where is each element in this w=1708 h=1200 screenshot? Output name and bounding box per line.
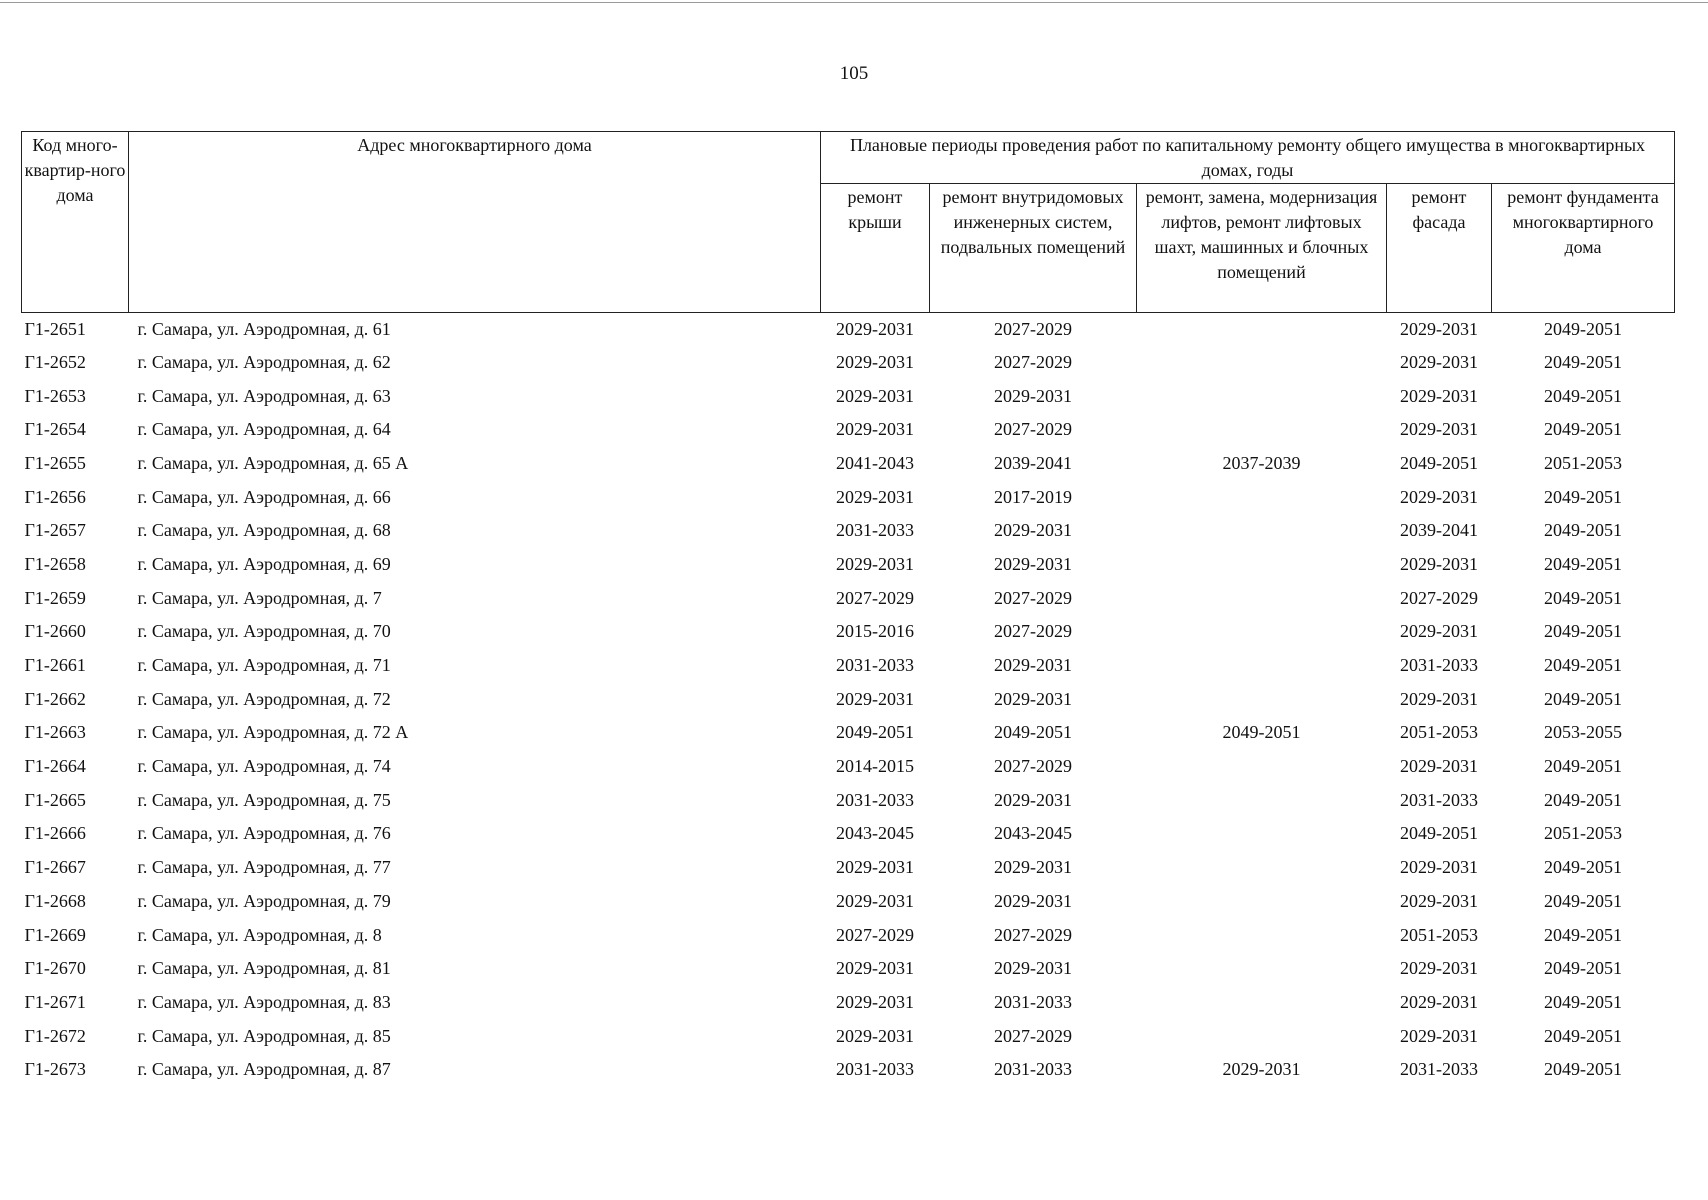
cell-code: Г1-2660 [24,621,86,642]
table-row [22,313,1675,346]
cell-address: г. Самара, ул. Аэродромная, д. 81 [137,958,391,979]
cell-roof: 2029-2031 [836,1025,914,1046]
table-header [22,132,1675,313]
cell-foundation: 2049-2051 [1544,958,1622,979]
cell-address: г. Самара, ул. Аэродромная, д. 64 [137,419,391,440]
header-code: Код много-квартир-ного дома [22,132,129,313]
cell-foundation: 2049-2051 [1544,319,1622,339]
cell-systems: 2027-2029 [994,621,1072,642]
cell-foundation: 2051-2053 [1544,452,1622,473]
cell-address: г. Самара, ул. Аэродромная, д. 77 [137,857,391,878]
cell-code: Г1-2667 [24,857,86,878]
cell-address: г. Самара, ул. Аэродромная, д. 72 [137,688,391,709]
cell-address: г. Самара, ул. Аэродромная, д. 72 А [137,722,409,743]
cell-facade: 2029-2031 [1400,351,1478,372]
cell-roof: 2031-2033 [836,1059,914,1080]
cell-roof: 2029-2031 [836,419,914,440]
cell-systems: 2027-2029 [994,419,1072,440]
table-row [22,716,1675,750]
cell-elevators [1137,648,1387,682]
cell-roof: 2029-2031 [836,991,914,1012]
cell-elevators [1137,918,1387,952]
cell-facade: 2031-2033 [1400,655,1478,676]
cell-systems: 2027-2029 [994,924,1072,945]
cell-address: г. Самара, ул. Аэродромная, д. 69 [137,553,391,574]
cell-code: Г1-2663 [24,722,86,743]
cell-roof: 2031-2033 [836,520,914,541]
cell-systems: 2027-2029 [994,1025,1072,1046]
cell-code: Г1-2662 [24,688,86,709]
cell-foundation: 2049-2051 [1544,587,1622,608]
cell-roof: 2043-2045 [836,823,914,844]
cell-address: г. Самара, ул. Аэродромная, д. 8 [137,924,382,945]
cell-code: Г1-2666 [24,823,86,844]
cell-foundation: 2049-2051 [1544,1059,1622,1080]
cell-systems: 2027-2029 [994,587,1072,608]
cell-facade: 2051-2053 [1400,722,1478,743]
cell-facade: 2029-2031 [1400,890,1478,911]
cell-foundation: 2049-2051 [1544,655,1622,676]
cell-foundation: 2049-2051 [1544,890,1622,911]
cell-foundation: 2049-2051 [1544,553,1622,574]
cell-elevators [1137,783,1387,817]
cell-roof: 2029-2031 [836,553,914,574]
cell-elevators [1137,884,1387,918]
header-systems: ремонт внутридомовых инженерных систем, подвальных помещений [930,184,1137,313]
table-row [22,682,1675,716]
repair-schedule-table [21,131,1675,1086]
cell-code: Г1-2671 [24,991,86,1012]
table-row [22,817,1675,851]
cell-code: Г1-2672 [24,1025,86,1046]
cell-foundation: 2049-2051 [1544,385,1622,406]
cell-address: г. Самара, ул. Аэродромная, д. 66 [137,486,391,507]
cell-code: Г1-2673 [24,1059,86,1080]
cell-systems: 2029-2031 [994,789,1072,810]
cell-address: г. Самара, ул. Аэродромная, д. 62 [137,351,391,372]
table-row [22,379,1675,413]
cell-systems: 2049-2051 [994,722,1072,743]
cell-elevators [1137,749,1387,783]
cell-code: Г1-2659 [24,587,86,608]
cell-foundation: 2051-2053 [1544,823,1622,844]
cell-elevators [1137,313,1387,346]
header-roof: ремонт крыши [821,184,930,313]
cell-address: г. Самара, ул. Аэродромная, д. 87 [137,1059,391,1080]
cell-code: Г1-2653 [24,385,86,406]
cell-facade: 2029-2031 [1400,486,1478,507]
cell-facade: 2029-2031 [1400,958,1478,979]
cell-roof: 2041-2043 [836,452,914,473]
cell-elevators [1137,547,1387,581]
cell-roof: 2029-2031 [836,385,914,406]
cell-systems: 2027-2029 [994,351,1072,372]
table-row [22,884,1675,918]
cell-roof: 2027-2029 [836,587,914,608]
cell-systems: 2029-2031 [994,655,1072,676]
cell-systems: 2027-2029 [994,756,1072,777]
page-top-rule [0,2,1708,3]
cell-elevators [1137,581,1387,615]
cell-address: г. Самара, ул. Аэродромная, д. 85 [137,1025,391,1046]
table-row [22,513,1675,547]
cell-address: г. Самара, ул. Аэродромная, д. 76 [137,823,391,844]
cell-foundation: 2049-2051 [1544,621,1622,642]
cell-systems: 2029-2031 [994,553,1072,574]
table-row [22,985,1675,1019]
cell-facade: 2029-2031 [1400,319,1478,339]
cell-roof: 2049-2051 [836,722,914,743]
cell-roof: 2029-2031 [836,688,914,709]
cell-elevators: 2029-2031 [1222,1059,1301,1080]
cell-code: Г1-2664 [24,756,86,777]
table-row [22,850,1675,884]
table-row [22,480,1675,514]
table-row [22,1019,1675,1053]
table-body [22,313,1675,1087]
cell-systems: 2029-2031 [994,688,1072,709]
cell-elevators [1137,480,1387,514]
cell-facade: 2029-2031 [1400,1025,1478,1046]
header-foundation: ремонт фундамента многоквартирного дома [1492,184,1675,313]
cell-systems: 2029-2031 [994,520,1072,541]
cell-facade: 2027-2029 [1400,587,1478,608]
cell-address: г. Самара, ул. Аэродромная, д. 71 [137,655,391,676]
cell-facade: 2029-2031 [1400,756,1478,777]
cell-code: Г1-2670 [24,958,86,979]
cell-address: г. Самара, ул. Аэродромная, д. 65 А [137,452,409,473]
cell-address: г. Самара, ул. Аэродромная, д. 79 [137,890,391,911]
cell-roof: 2029-2031 [836,958,914,979]
cell-facade: 2029-2031 [1400,553,1478,574]
cell-elevators: 2037-2039 [1222,452,1301,473]
cell-systems: 2017-2019 [994,486,1072,507]
cell-elevators [1137,1019,1387,1053]
cell-systems: 2039-2041 [994,452,1072,473]
cell-facade: 2049-2051 [1400,823,1478,844]
cell-foundation: 2049-2051 [1544,520,1622,541]
cell-roof: 2015-2016 [836,621,914,642]
cell-code: Г1-2656 [24,486,86,507]
cell-facade: 2039-2041 [1400,520,1478,541]
cell-address: г. Самара, ул. Аэродромная, д. 75 [137,789,391,810]
cell-elevators [1137,951,1387,985]
cell-facade: 2029-2031 [1400,991,1478,1012]
cell-facade: 2029-2031 [1400,419,1478,440]
cell-foundation: 2049-2051 [1544,419,1622,440]
cell-foundation: 2049-2051 [1544,991,1622,1012]
cell-elevators [1137,817,1387,851]
cell-address: г. Самара, ул. Аэродромная, д. 7 [137,587,382,608]
table-row [22,345,1675,379]
cell-roof: 2029-2031 [836,857,914,878]
cell-roof: 2031-2033 [836,655,914,676]
cell-elevators [1137,379,1387,413]
header-periods: Плановые периоды проведения работ по капитальному ремонту общего имущества в многоквартирных домах, годы [821,132,1675,184]
cell-foundation: 2049-2051 [1544,857,1622,878]
cell-foundation: 2049-2051 [1544,789,1622,810]
cell-systems: 2043-2045 [994,823,1072,844]
cell-roof: 2029-2031 [836,486,914,507]
cell-code: Г1-2652 [24,351,86,372]
cell-elevators [1137,513,1387,547]
cell-foundation: 2049-2051 [1544,486,1622,507]
cell-foundation: 2049-2051 [1544,1025,1622,1046]
cell-elevators [1137,345,1387,379]
cell-facade: 2029-2031 [1400,621,1478,642]
header-address: Адрес многоквартирного дома [129,132,821,313]
cell-foundation: 2049-2051 [1544,924,1622,945]
cell-address: г. Самара, ул. Аэродромная, д. 63 [137,385,391,406]
cell-foundation: 2049-2051 [1544,688,1622,709]
table-row [22,749,1675,783]
cell-elevators [1137,850,1387,884]
cell-roof: 2029-2031 [836,351,914,372]
cell-address: г. Самара, ул. Аэродромная, д. 70 [137,621,391,642]
cell-systems: 2029-2031 [994,890,1072,911]
cell-roof: 2031-2033 [836,789,914,810]
cell-systems: 2031-2033 [994,1059,1072,1080]
table-row [22,547,1675,581]
cell-foundation: 2053-2055 [1544,722,1622,743]
cell-code: Г1-2655 [24,452,86,473]
table-row [22,951,1675,985]
cell-elevators [1137,985,1387,1019]
cell-code: Г1-2654 [24,419,86,440]
cell-facade: 2031-2033 [1400,789,1478,810]
cell-roof: 2029-2031 [836,890,914,911]
cell-systems: 2027-2029 [994,319,1072,339]
header-facade: ремонт фасада [1387,184,1492,313]
cell-roof: 2014-2015 [836,756,914,777]
cell-elevators [1137,682,1387,716]
cell-systems: 2029-2031 [994,857,1072,878]
cell-code: Г1-2665 [24,789,86,810]
cell-systems: 2029-2031 [994,385,1072,406]
cell-facade: 2029-2031 [1400,857,1478,878]
cell-code: Г1-2669 [24,924,86,945]
cell-address: г. Самара, ул. Аэродромная, д. 61 [137,319,391,339]
cell-facade: 2029-2031 [1400,385,1478,406]
table-row [22,446,1675,480]
cell-address: г. Самара, ул. Аэродромная, д. 68 [137,520,391,541]
table-row [22,615,1675,649]
cell-systems: 2031-2033 [994,991,1072,1012]
cell-code: Г1-2651 [24,319,86,339]
table-row [22,581,1675,615]
cell-roof: 2029-2031 [836,319,914,339]
cell-elevators: 2049-2051 [1222,722,1301,743]
cell-code: Г1-2657 [24,520,86,541]
cell-elevators [1137,615,1387,649]
cell-code: Г1-2661 [24,655,86,676]
page-number: 105 [839,63,869,84]
cell-facade: 2051-2053 [1400,924,1478,945]
cell-facade: 2031-2033 [1400,1059,1478,1080]
cell-address: г. Самара, ул. Аэродромная, д. 83 [137,991,391,1012]
cell-code: Г1-2658 [24,553,86,574]
header-elevators: ремонт, замена, модернизация лифтов, ремонт лифтовых шахт, машинных и блочных помещений [1137,184,1387,313]
cell-facade: 2049-2051 [1400,452,1478,473]
table-row [22,1052,1675,1086]
table-row [22,648,1675,682]
cell-code: Г1-2668 [24,890,86,911]
cell-address: г. Самара, ул. Аэродромная, д. 74 [137,756,391,777]
table-row [22,918,1675,952]
cell-foundation: 2049-2051 [1544,756,1622,777]
cell-foundation: 2049-2051 [1544,351,1622,372]
cell-roof: 2027-2029 [836,924,914,945]
table-row [22,412,1675,446]
cell-systems: 2029-2031 [994,958,1072,979]
table-row [22,783,1675,817]
cell-facade: 2029-2031 [1400,688,1478,709]
cell-elevators [1137,412,1387,446]
